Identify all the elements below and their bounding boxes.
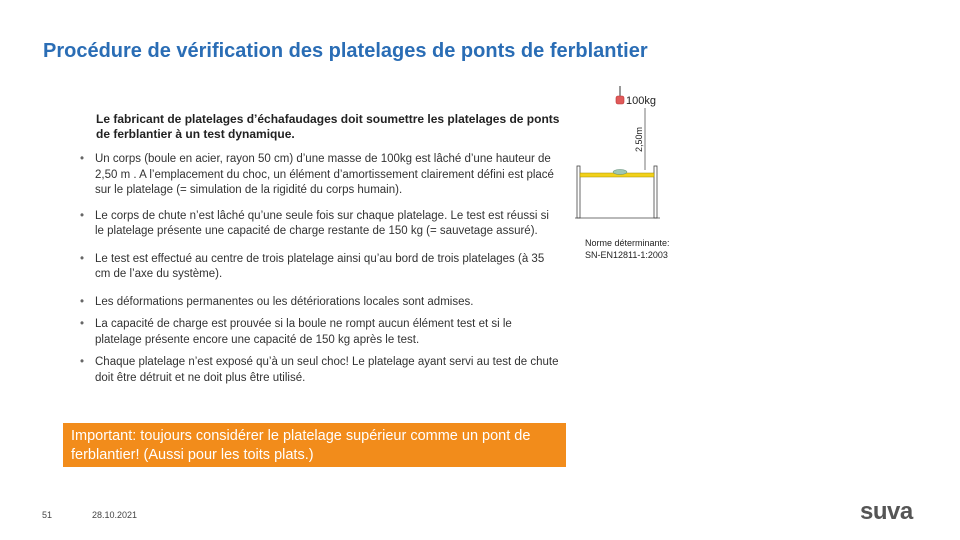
drop-mass bbox=[616, 96, 624, 104]
norm-label: Norme déterminante: bbox=[585, 238, 670, 248]
norm-reference bbox=[585, 237, 670, 261]
page-title: Procédure de vérification des platelages de ponts de ferblantier bbox=[43, 40, 648, 62]
bullet-item: • La capacité de charge est prouvée si la boule ne rompt aucun élément test et si le platelage présente encore une capacité de 150 kg après le test. bbox=[80, 317, 560, 348]
damping-element bbox=[613, 170, 627, 175]
scaffold-post-left bbox=[577, 166, 580, 218]
bullet-item: • Un corps (boule en acier, rayon 50 cm) d’une masse de 100kg est lâché d’une hauteur de 2,50 m . A l’emplacement du choc, un élément d’amortissement clairement défini est placé sur le platelage (= simulation de la rigidité du corps humain). bbox=[80, 152, 560, 199]
scaffold-post-right bbox=[654, 166, 657, 218]
height-label: 2,50m bbox=[634, 126, 644, 152]
norm-code: SN-EN12811-1:2003 bbox=[585, 250, 668, 260]
bullet-item: • Chaque platelage n’est exposé qu’à un seul choc! Le platelage ayant servi au test de chute doit être détruit et ne doit plus être utilisé. bbox=[80, 355, 560, 386]
footer-date: 28.10.2021 bbox=[92, 510, 138, 520]
mass-label: 100kg bbox=[626, 95, 656, 107]
page-number: 51 bbox=[42, 510, 53, 520]
bullet-item: • Les déformations permanentes ou les détériorations locales sont admises. bbox=[80, 295, 560, 311]
bullet-item: • Le test est effectué au centre de trois platelage ainsi qu’au bord de trois platelages (à 35 cm de l’axe du système). bbox=[80, 252, 560, 283]
important-callout: Important: toujours considérer le platelage supérieur comme un pont de ferblantier! (Aussi pour les toits plats.) bbox=[63, 423, 566, 467]
intro-text: Le fabricant de platelages d’échafaudages doit soumettre les platelages de ponts de ferblantier à un test dynamique. bbox=[96, 112, 560, 141]
bullet-item: • Le corps de chute n’est lâché qu’une seule fois sur chaque platelage. Le test est réussi si le platelage présente une capacité de charge restante de 150 kg (= sauvetage assuré). bbox=[80, 209, 560, 240]
bullet-list bbox=[80, 152, 560, 386]
drop-test-diagram bbox=[570, 82, 670, 222]
suva-logo: suva bbox=[860, 498, 913, 525]
